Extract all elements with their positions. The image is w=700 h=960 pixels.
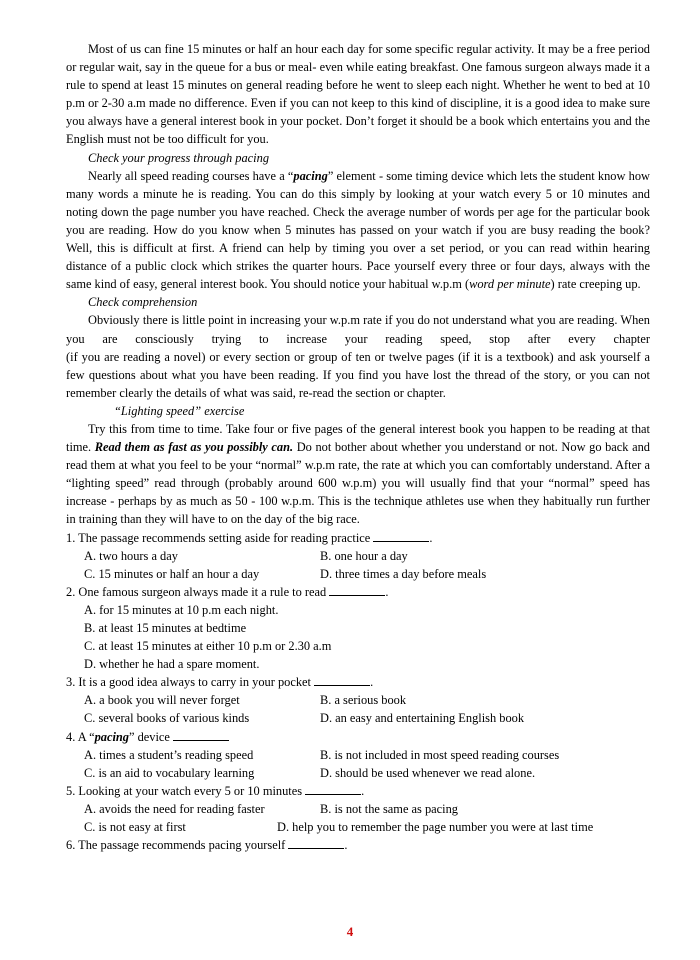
- option-4a: A. times a student’s reading speed: [84, 747, 254, 762]
- option-2a: A. for 15 minutes at 10 p.m each night.: [84, 602, 279, 617]
- pacing-text-a: Nearly all speed reading courses have a “: [88, 168, 294, 183]
- option-5a: A. avoids the need for reading faster: [84, 801, 265, 816]
- question-2-stem: 2. One famous surgeon always made it a rule to read: [66, 584, 330, 599]
- question-5-options-row-2: [66, 818, 650, 836]
- option-3b: B. a serious book: [320, 693, 407, 708]
- wpm-definition: word per minute: [469, 277, 551, 292]
- option-4b: B. is not included in most speed reading courses: [320, 747, 560, 762]
- question-4-stem-b: ” device: [129, 729, 174, 744]
- question-4: [66, 728, 650, 746]
- option-4d: D. should be used whenever we read alone.: [320, 765, 536, 780]
- page-number: 4: [346, 924, 354, 939]
- heading-comprehension: Check comprehension: [88, 295, 198, 310]
- answer-blank: [173, 729, 229, 741]
- lighting-emphasis: Read them as fast as you possibly can.: [94, 440, 294, 455]
- question-6: 6. The passage recommends pacing yourself .: [66, 838, 348, 853]
- lighting-text-b: Do not bother about whether you understand or not. Now go back and read them at what you feel to be your “normal” w.p.m rate, the rate at which you can comfortably understand. After a “lighting speed” read through (probably around 600 w.p.m) you will usually find that your “normal” speed has increase - perhaps by as much as 50 - 100 w.p.m. This is the technique athletes use when they habitually run further in training than they will have to on the day of the big race.: [66, 440, 650, 527]
- question-4-stem-a: 4. A “: [66, 729, 95, 744]
- question-4-options-row-2: [66, 764, 650, 782]
- question-4-options-row-1: [66, 746, 650, 764]
- paragraph-pacing: [66, 167, 650, 294]
- option-5b: B. is not the same as pacing: [320, 801, 458, 816]
- lighting-text-a: Try this from time to time. Take four or five pages of the general interest book you happen to be reading at that time.: [66, 421, 650, 455]
- answer-blank: [314, 674, 370, 686]
- answer-blank: [288, 837, 344, 849]
- pacing-term: pacing: [293, 168, 328, 183]
- question-1: 1. The passage recommends setting aside for reading practice .: [66, 530, 433, 545]
- option-2b: B. at least 15 minutes at bedtime: [84, 621, 247, 635]
- answer-blank: [373, 530, 429, 542]
- option-3a: A. a book you will never forget: [84, 693, 240, 708]
- question-3-options-row-2: [66, 709, 650, 727]
- paragraph-lighting-speed: [66, 420, 650, 529]
- question-4-pacing-term: pacing: [94, 729, 129, 744]
- question-1-options-row-2: [66, 565, 650, 583]
- question-5-options-row-1: [66, 800, 650, 818]
- answer-blank: [305, 783, 361, 795]
- option-5c: C. is not easy at first: [84, 820, 186, 835]
- option-3c: C. several books of various kinds: [84, 711, 250, 726]
- paragraph-intro: Most of us can fine 15 minutes or half an hour each day for some specific regular activity. It may be a free period or regular wait, say in the queue for a bus or meal- even while eating breakfast. One famous surgeon always made it a rule to spend at least 15 minutes on general reading before he went to sleep each night. Whether he went to bed at 10 p.m or 2-30 a.m made no difference. Even if you can not keep to this kind of discipline, it is a good idea to make sure you always have a general interest book in your pocket. Don’t forget it should be a book which entertains you and the English must not be too difficult for you.: [66, 42, 650, 147]
- paragraph-comprehension-b: (if you are reading a novel) or every section or group of ten or twelve pages (if it is a textbook) and ask yourself a few questions about what you have been reading. If you find you have lost the thread of the story, or you can not remember clearly the details of what was said, re-read the section or chapter.: [66, 349, 650, 400]
- document-page: [66, 40, 650, 854]
- option-4c: C. is an aid to vocabulary learning: [84, 765, 255, 780]
- option-5d: D. help you to remember the page number you were at last time: [277, 820, 594, 835]
- question-2: 2. One famous surgeon always made it a rule to read .: [66, 584, 389, 599]
- question-3: 3. It is a good idea always to carry in your pocket .: [66, 675, 374, 690]
- option-1d: D. three times a day before meals: [320, 566, 487, 581]
- pacing-text-b: ” element - some timing device which lets the student know how many words a minute he is reading. You can do this simply by looking at your watch every 5 or 10 minutes and noting down the page number you have reached. Check the average number of words per age for the particular book you are reading. How do you know when 5 minutes has passed on your watch if you are busy reading the book? Well, this is difficult at first. A friend can help by timing you over a set period, or you can read within hearing distance of a public clock which strikes the quarter hours. Pace yourself every three or four days, always with the same kind of easy, general interest book. You should notice your habitual w.p.m (: [66, 168, 650, 292]
- question-5: 5. Looking at your watch every 5 or 10 minutes .: [66, 783, 365, 798]
- question-1-options-row-1: [66, 547, 650, 565]
- option-2c: C. at least 15 minutes at either 10 p.m or 2.30 a.m: [84, 639, 332, 654]
- pacing-text-c: ) rate creeping up.: [550, 277, 641, 292]
- question-3-options-row-1: [66, 691, 650, 709]
- question-1-stem: 1. The passage recommends setting aside for reading practice: [66, 530, 374, 545]
- question-3-stem: 3. It is a good idea always to carry in your pocket: [66, 675, 315, 690]
- answer-blank: [329, 584, 385, 596]
- option-1a: A. two hours a day: [84, 548, 178, 563]
- question-5-stem: 5. Looking at your watch every 5 or 10 minutes: [66, 783, 306, 798]
- heading-pacing: Check your progress through pacing: [88, 150, 270, 165]
- option-3d: D. an easy and entertaining English book: [320, 711, 525, 726]
- heading-lighting-speed: “Lighting speed” exercise: [114, 403, 245, 418]
- paragraph-comprehension-a: Obviously there is little point in increasing your w.p.m rate if you do not understand what you are reading. When you are consciously trying to increase your reading speed, stop after every chapter: [66, 313, 650, 346]
- option-1b: B. one hour a day: [320, 548, 408, 563]
- option-2d: D. whether he had a spare moment.: [84, 657, 260, 672]
- option-1c: C. 15 minutes or half an hour a day: [84, 566, 260, 581]
- question-6-stem: 6. The passage recommends pacing yourself: [66, 838, 289, 853]
